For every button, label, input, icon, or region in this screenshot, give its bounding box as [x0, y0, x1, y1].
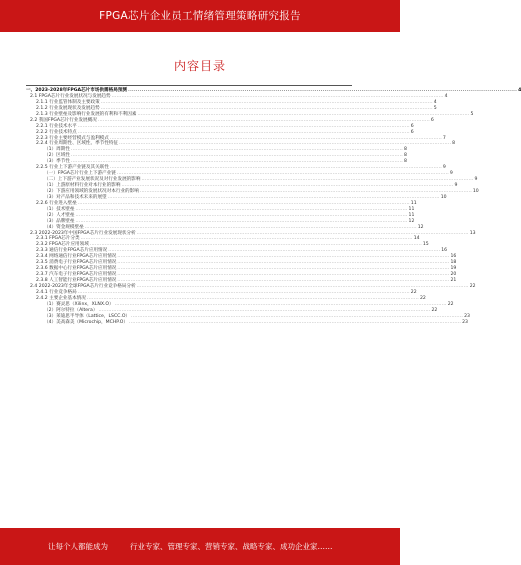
toc-leader-dots: ........................................................................................................................................................................................................ — [97, 117, 430, 123]
toc-entry-text: 2.1.1 行业监管体制及主要政策 — [36, 99, 100, 105]
toc-entry-text: 2.2.3 行业主要经营模式与盈利模式 — [36, 135, 109, 141]
toc-entry-text: 2.1.3 行业壁垒及影响行业发展的有利和不利因素 — [36, 111, 137, 117]
toc-entry-page: 21 — [450, 278, 457, 283]
toc-entry-page: 8 — [403, 153, 407, 159]
toc-entry-text: 2.4.1 行业竞争格局 — [36, 289, 77, 295]
toc-entry[interactable] — [26, 319, 468, 326]
toc-entry-page: 9 — [442, 165, 446, 171]
toc-leader-dots: ........................................................................................................................................................................................................ — [75, 218, 408, 224]
toc-entry-text: （3）莱迪思半导体（Lattice，LSCC.O） — [44, 313, 131, 319]
toc-entry-text: （3）品牌壁垒 — [44, 218, 75, 224]
toc-entry-page: 14 — [413, 236, 420, 242]
toc-entry-page: 23 — [462, 319, 468, 325]
toc-leader-dots: ........................................................................................................................................................................................................ — [117, 278, 450, 283]
toc-entry-page: 5 — [433, 105, 437, 111]
toc-entry-text: （2）下游应用领域的发展状况对本行业的影响 — [44, 188, 139, 194]
toc-heading: 内容目录 — [173, 59, 226, 73]
toc-entry-text: 2.3.1 FPGA芯片分类 — [36, 236, 80, 242]
toc-entry-text: 2.3.7 汽车电子行业FPGA芯片应用情况 — [36, 272, 117, 278]
toc-entry-page: 20 — [450, 272, 457, 278]
toc-entry-text: 2.2.6 行业进入壁垒 — [36, 200, 77, 206]
toc-leader-dots: ........................................................................................................................................................................................................ — [139, 188, 472, 194]
toc-leader-dots: ........................................................................................................................................................................................................ — [131, 313, 464, 319]
toc-leader-dots: ........................................................................................................................................................................................................ — [70, 159, 403, 165]
toc-leader-dots: ........................................................................................................................................................................................................ — [86, 295, 419, 301]
toc-leader-dots: ........................................................................................................................................................................................................ — [84, 224, 417, 230]
toc-entry-text: 2.3.5 消费电子行业FPGA芯片应用情况 — [36, 260, 117, 266]
toc-entry-page: 5 — [470, 111, 474, 117]
toc-entry-page: 4 — [518, 88, 521, 93]
toc-leader-dots: ........................................................................................................................................................................................................ — [109, 135, 442, 141]
toc-entry-text: （3）对产品和技术未来的展望 — [44, 194, 107, 200]
toc-leader-dots: ........................................................................................................................................................................................................ — [77, 289, 410, 295]
toc-leader-dots: ........................................................................................................................................................................................................ — [77, 123, 410, 129]
footer-roles: 行业专家、管理专家、营销专家、战略专家、成功企业家…… — [130, 542, 333, 551]
toc-entry-text: 2.3 2022-2023年中国FPGA芯片行业发展现状分析 — [30, 230, 136, 236]
toc-entry-page: 6 — [410, 123, 414, 129]
toc-leader-dots: ........................................................................................................................................................................................................ — [100, 105, 433, 111]
toc-entry-text: （2）区域性 — [44, 153, 70, 159]
toc-entry-text: 2.3.3 通信行业FPGA芯片应用情况 — [36, 248, 108, 254]
toc-leader-dots: ........................................................................................................................................................................................................ — [70, 147, 403, 153]
toc-entry-page: 22 — [410, 289, 417, 295]
toc-entry-text: （2）阿尔特拉（Altera） — [44, 307, 98, 313]
toc-entry-text: （1）赛灵思（Xilinx，XLNX.O） — [44, 301, 114, 307]
toc-leader-dots: ........................................................................................................................................................................................................ — [77, 129, 410, 135]
toc-entry-text: 2.2.2 行业技术特点 — [36, 129, 77, 135]
toc-entry-page: 13 — [469, 230, 476, 236]
toc-leader-dots: ........................................................................................................................................................................................................ — [75, 206, 408, 212]
toc-entry-page: 15 — [422, 242, 429, 248]
toc-entry-page: 11 — [408, 206, 415, 212]
toc-leader-dots: ........................................................................................................................................................................................................ — [121, 183, 454, 188]
toc-divider — [26, 85, 352, 86]
toc-entry-page: 16 — [450, 254, 457, 260]
toc-entry-text: （一）FPGA芯片行业上下游产业链 — [44, 171, 116, 177]
document-title: FPGA芯片企业员工情绪管理策略研究报告 — [99, 10, 301, 22]
toc-leader-dots: ........................................................................................................................................................................................................ — [136, 230, 469, 236]
toc-entry-page: 8 — [403, 159, 407, 165]
toc-leader-dots: ........................................................................................................................................................................................................ — [75, 212, 408, 218]
toc-entry-page: 8 — [403, 147, 407, 153]
toc-entry-text: 一、2023-2028年FPGA芯片市场供需格局预测 — [26, 88, 128, 93]
toc-leader-dots: ........................................................................................................................................................................................................ — [119, 141, 452, 147]
toc-entry-page: 22 — [469, 283, 476, 289]
toc-entry-text: （2）人才壁垒 — [44, 212, 75, 218]
toc-entry-page: 6 — [430, 117, 434, 123]
toc-entry-text: （1）上游原材料行业对本行业的影响 — [44, 183, 121, 188]
toc-entry-text: （1）周期性 — [44, 147, 70, 153]
toc-entry-page: 4 — [444, 93, 448, 99]
toc-entry-text: 2.2 我国FPGA芯片行业发展概况 — [30, 117, 97, 123]
toc-leader-dots: ........................................................................................................................................................................................................ — [108, 248, 441, 254]
toc-entry-page: 7 — [442, 135, 446, 141]
toc-entry-page: 6 — [410, 129, 414, 135]
toc-entry-page: 22 — [431, 307, 438, 313]
toc-leader-dots: ........................................................................................................................................................................................................ — [70, 153, 403, 159]
toc-entry-text: 2.3.6 数据中心行业FPGA芯片应用情况 — [36, 266, 117, 272]
toc-leader-dots: ........................................................................................................................................................................................................ — [117, 266, 450, 272]
toc-entry-page: 19 — [450, 266, 457, 272]
toc-leader-dots: ........................................................................................................................................................................................................ — [117, 272, 450, 278]
footer-bar — [0, 528, 400, 565]
toc-leader-dots: ........................................................................................................................................................................................................ — [141, 177, 474, 183]
toc-entry-text: 2.2.1 行业技术水平 — [36, 123, 77, 129]
toc-leader-dots: ........................................................................................................................................................................................................ — [129, 319, 462, 325]
toc-entry-text: 2.1.2 行业发展现状及发展趋势 — [36, 105, 100, 111]
toc-leader-dots: ........................................................................................................................................................................................................ — [89, 242, 422, 248]
toc-leader-dots: ........................................................................................................................................................................................................ — [137, 111, 470, 117]
toc-entry-text: 2.2.5 行业上下游产业链及其关联性 — [36, 165, 109, 171]
table-of-contents — [26, 88, 521, 326]
toc-leader-dots: ........................................................................................................................................................................................................ — [100, 99, 433, 105]
toc-entry-page: 10 — [472, 188, 479, 194]
toc-entry-page: 22 — [447, 301, 454, 307]
toc-entry-page: 9 — [474, 177, 478, 183]
toc-leader-dots: ........................................................................................................................................................................................................ — [116, 171, 449, 177]
toc-entry-page: 12 — [408, 218, 415, 224]
toc-leader-dots: ........................................................................................................................................................................................................ — [117, 254, 450, 260]
toc-entry-text: （二）上下游产业发展状况及对行业发展的影响 — [44, 177, 141, 183]
toc-leader-dots: ........................................................................................................................................................................................................ — [107, 194, 440, 200]
toc-entry-text: 2.4.2 主要企业基本情况 — [36, 295, 86, 301]
toc-entry-text: （4）资金规模壁垒 — [44, 224, 84, 230]
toc-entry-page: 9 — [449, 171, 453, 177]
toc-entry-text: 2.4 2022-2023年全球FPGA芯片行业竞争格局分析 — [30, 283, 136, 289]
toc-entry-text: 2.3.4 网络通信行业FPGA芯片应用情况 — [36, 254, 117, 260]
toc-entry-page: 10 — [440, 194, 447, 200]
toc-leader-dots: ........................................................................................................................................................................................................ — [136, 283, 469, 289]
toc-leader-dots: ........................................................................................................................................................................................................ — [128, 88, 518, 93]
toc-entry-text: 2.3.8 人工智能行业FPGA芯片应用情况 — [36, 278, 117, 283]
toc-leader-dots: ........................................................................................................................................................................................................ — [80, 236, 413, 242]
toc-entry-text: （3）季节性 — [44, 159, 70, 165]
toc-leader-dots: ........................................................................................................................................................................................................ — [117, 260, 450, 266]
toc-entry-page: 4 — [433, 99, 437, 105]
footer-slogan: 让每个人都能成为 — [48, 542, 108, 551]
header-bar — [0, 0, 400, 32]
toc-entry-page: 11 — [410, 200, 417, 206]
toc-entry-page: 11 — [408, 212, 415, 218]
toc-leader-dots: ........................................................................................................................................................................................................ — [111, 93, 444, 99]
toc-entry-page: 23 — [464, 313, 470, 319]
toc-entry-page: 18 — [450, 260, 457, 266]
toc-leader-dots: ........................................................................................................................................................................................................ — [98, 307, 431, 313]
toc-entry-text: 2.1 FPGA芯片行业发展状况与发展趋势 — [30, 93, 111, 99]
toc-entry-page: 9 — [454, 183, 458, 188]
toc-entry-text: （4）美高森美（Microchip，MCHP.O） — [44, 319, 129, 325]
toc-leader-dots: ........................................................................................................................................................................................................ — [109, 165, 442, 171]
toc-entry-page: 8 — [452, 141, 456, 147]
toc-leader-dots: ........................................................................................................................................................................................................ — [77, 200, 410, 206]
toc-entry-page: 22 — [419, 295, 426, 301]
toc-entry-page: 12 — [417, 224, 424, 230]
toc-entry-text: 2.2.4 行业周期性、区域性、季节性特征 — [36, 141, 119, 147]
toc-entry-text: （1）技术壁垒 — [44, 206, 75, 212]
toc-entry-page: 16 — [441, 248, 448, 254]
toc-leader-dots: ........................................................................................................................................................................................................ — [114, 301, 447, 307]
toc-entry-text: 2.3.2 FPGA芯片应用领域 — [36, 242, 89, 248]
